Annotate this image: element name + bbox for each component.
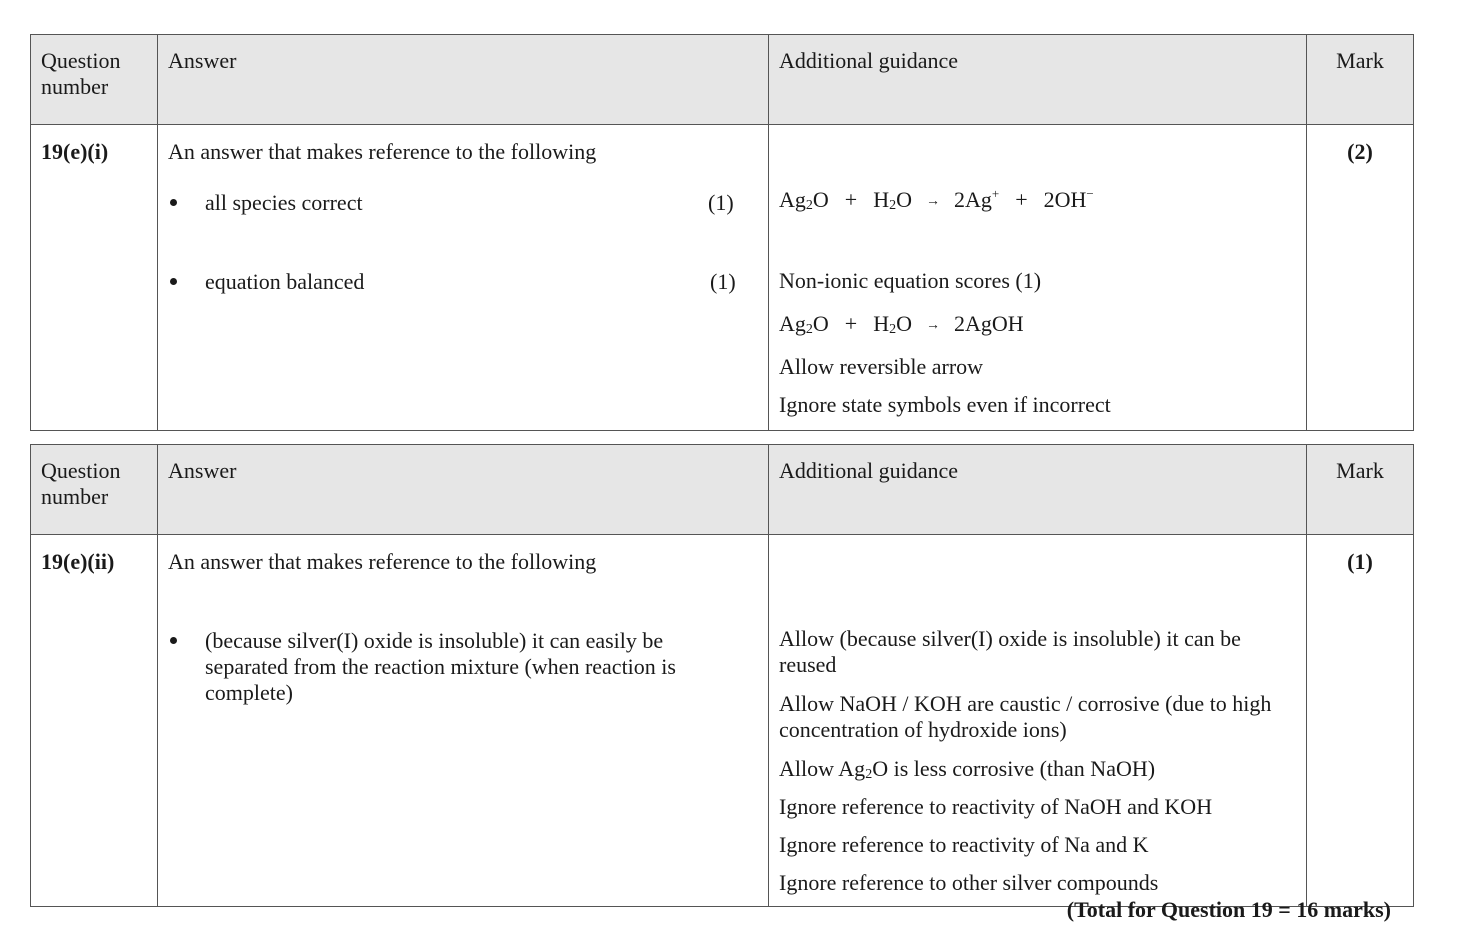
mark-value: (2) xyxy=(1347,139,1373,164)
answer-intro: An answer that makes reference to the following xyxy=(168,139,597,164)
mark-value: (1) xyxy=(1347,549,1373,574)
guidance-cell xyxy=(769,535,1307,907)
bullet-icon xyxy=(170,278,177,285)
table-header-row xyxy=(31,445,1414,535)
mark-cell xyxy=(1307,535,1414,907)
table-row xyxy=(31,125,1414,431)
guidance-reversible: Allow reversible arrow xyxy=(779,354,984,379)
mark-scheme-table-19eii xyxy=(30,444,1414,907)
guidance-state-symbols: Ignore state symbols even if incorrect xyxy=(779,392,1111,417)
ionic-equation: $Ag_2O + H_2O \to 2Ag^+ + 2OH^-$ xyxy=(779,186,1094,213)
answer-cell xyxy=(158,125,769,431)
question-number-cell xyxy=(31,535,158,907)
answer-bullet-2: equation balanced xyxy=(205,269,365,294)
answer-bullet-2-mark: (1) xyxy=(710,269,736,294)
bullet-icon xyxy=(170,199,177,206)
nonionic-equation: $Ag_2O + H_2O$ → 2AgOH xyxy=(779,311,1024,337)
guidance-reused: Allow (because silver(I) oxide is insoluble) it can be reused xyxy=(779,626,1241,677)
table-row xyxy=(31,535,1414,907)
guidance-other-silver: Ignore reference to other silver compounds xyxy=(779,870,1159,895)
arrow-icon: → xyxy=(925,194,940,209)
header-question-number: Question number xyxy=(31,35,158,125)
guidance-reactivity-na-k: Ignore reference to reactivity of Na and K xyxy=(779,832,1149,857)
header-answer: Answer xyxy=(158,35,769,125)
header-question-number: Question number xyxy=(31,445,158,535)
mark-cell xyxy=(1307,125,1414,431)
question-number: 19(e)(i) xyxy=(41,139,109,164)
answer-bullet-1: (because silver(I) oxide is insoluble) it can easily be separated from the reaction mixture (when reaction is complete) xyxy=(205,628,676,705)
mark-scheme-table-19ei xyxy=(30,34,1414,431)
header-answer: Answer xyxy=(158,445,769,535)
table-header-row xyxy=(31,35,1414,125)
guidance-reactivity-naoh-koh: Ignore reference to reactivity of NaOH and KOH xyxy=(779,794,1213,819)
header-mark: Mark xyxy=(1307,445,1414,535)
guidance-less-corrosive: Allow $Ag_2O$ is less corrosive (than NaOH) xyxy=(779,756,1156,782)
header-additional-guidance: Additional guidance xyxy=(769,445,1307,535)
total-marks: (Total for Question 19 = 16 marks) xyxy=(1066,897,1391,922)
arrow-icon: → xyxy=(925,318,940,333)
header-additional-guidance: Additional guidance xyxy=(769,35,1307,125)
guidance-nonionic: Non-ionic equation scores (1) xyxy=(779,268,1042,293)
question-number-cell xyxy=(31,125,158,431)
guidance-caustic: Allow NaOH / KOH are caustic / corrosive (due to high concentration of hydroxide ions) xyxy=(779,691,1272,742)
question-number: 19(e)(ii) xyxy=(41,549,115,574)
bullet-icon xyxy=(170,637,177,644)
header-mark: Mark xyxy=(1307,35,1414,125)
answer-intro: An answer that makes reference to the following xyxy=(168,549,597,574)
guidance-cell xyxy=(769,125,1307,431)
answer-bullet-1-mark: (1) xyxy=(708,190,734,215)
answer-cell xyxy=(158,535,769,907)
answer-bullet-1: all species correct xyxy=(205,190,363,215)
